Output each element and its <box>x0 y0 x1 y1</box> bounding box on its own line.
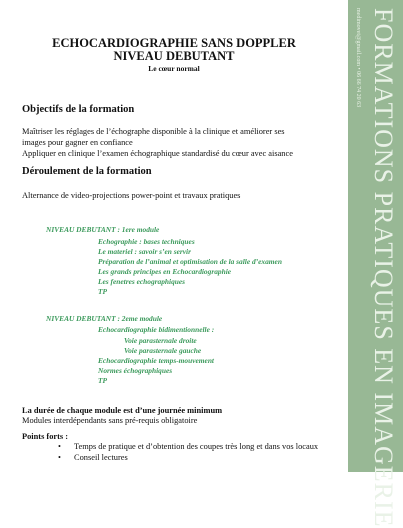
deroulement-heading: Déroulement de la formation <box>22 166 152 177</box>
module2-title: NIVEAU DEBUTANT : 2eme module <box>46 314 163 323</box>
module1-item: Echographie : bases techniques <box>98 237 195 246</box>
list-item: • Conseil lectures <box>58 453 318 464</box>
objectifs-heading: Objectifs de la formation <box>22 104 135 115</box>
module2-item: Echocardiographie bidimentionnelle : <box>98 325 215 334</box>
duree-bold: La durée de chaque module est d’une journée minimum <box>22 406 223 415</box>
module2-item: Normes échographiques <box>98 366 173 375</box>
duree-text: Modules interdépendants sans pré-requis obligatoire <box>22 416 198 425</box>
objectifs-line2: images pour gagner en confiance <box>22 138 133 147</box>
objectifs-line1: Maîtriser les réglages de l’échographe disponible à la clinique et améliorer ses <box>22 127 285 136</box>
points-forts-list <box>58 442 318 463</box>
module1-item: Le materiel : savoir s’en servir <box>98 247 191 256</box>
objectifs-line3: Appliquer en clinique l’examen échographique standardisé du cœur avec aisance <box>22 149 293 158</box>
page-title-line2: NIVEAU DEBUTANT <box>113 49 235 63</box>
module1-item: TP <box>98 287 108 296</box>
page-title-line1: ECHOCARDIOGRAPHIE SANS DOPPLER <box>52 36 296 50</box>
module2-item: TP <box>98 376 108 385</box>
module2-subitem: Voie parasternale gauche <box>124 346 202 355</box>
points-forts-heading: Points forts : <box>22 432 69 441</box>
module2-subitem: Voie parasternale droite <box>124 336 197 345</box>
page-subtitle: Le cœur normal <box>148 64 200 73</box>
deroulement-text: Alternance de video-projections power-point et travaux pratiques <box>22 191 241 200</box>
module1-item: Les grands principes en Echocardiographie <box>98 267 232 276</box>
sidebar-title: FORMATIONS PRATIQUES EN IMAGERIE <box>369 8 398 528</box>
contact-info: medimovet@gmail.com • 06 66 74 20 63 <box>355 8 361 108</box>
module1-item: Les fenetres echographiques <box>98 277 186 286</box>
module1-item: Préparation de l’animal et optimisation de la salle d’examen <box>98 257 282 266</box>
sidebar-banner <box>348 0 403 528</box>
module2-item: Echocardiographie temps-mouvement <box>98 356 214 365</box>
module1-title: NIVEAU DEBUTANT : 1ere module <box>46 225 160 234</box>
list-item: • Temps de pratique et d’obtention des coupes très long et dans vos locaux <box>58 442 318 453</box>
